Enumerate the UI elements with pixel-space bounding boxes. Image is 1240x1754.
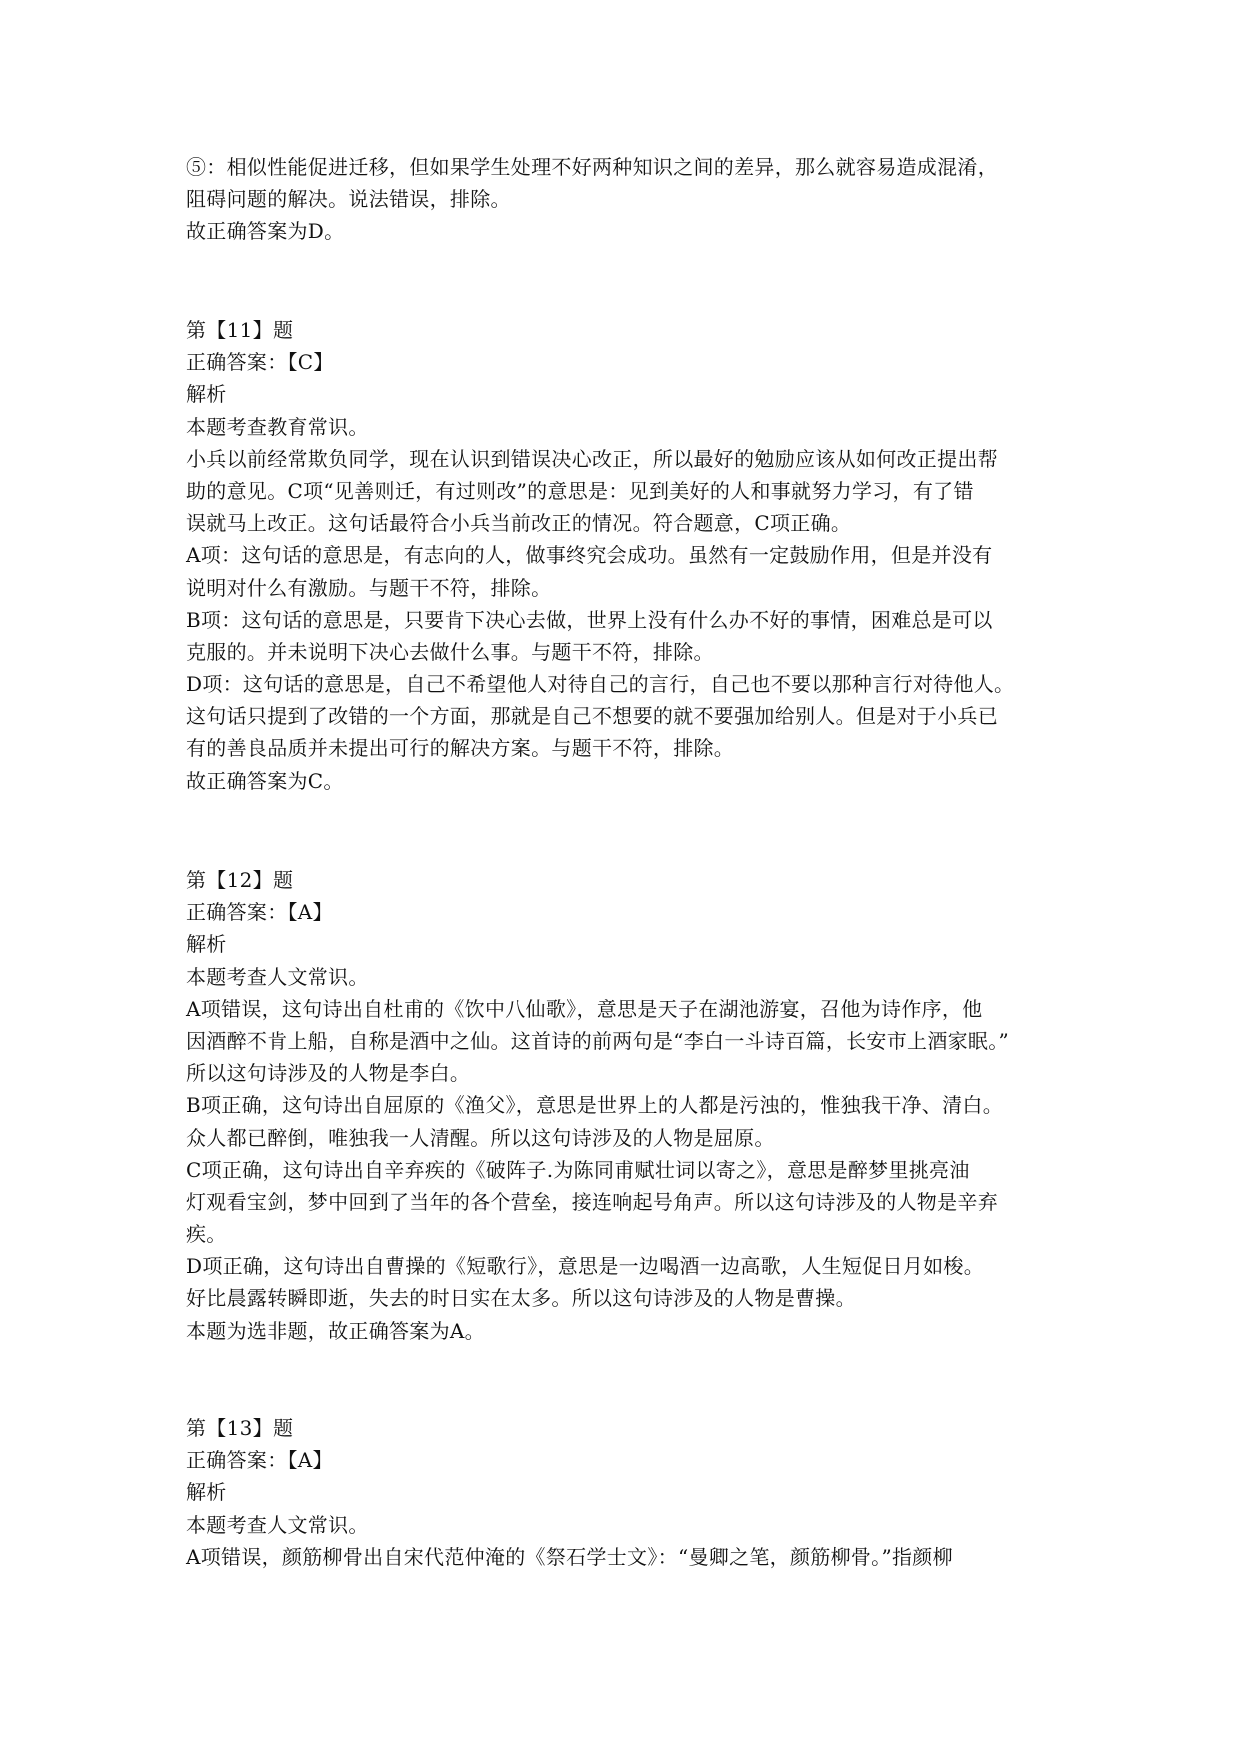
text-line: 克服的。并未说明下决心去做什么事。与题干不符，排除。 [186,639,714,664]
text-line: 众人都已醉倒，唯独我一人清醒。所以这句诗涉及的人物是屈原。 [186,1125,775,1150]
text-line: 因酒醉不肯上船，自称是酒中之仙。这首诗的前两句是“李白一斗诗百篇，长安市上酒家眠。” [186,1028,1010,1053]
text-line: 本题为选非题，故正确答案为A。 [186,1318,485,1343]
text-line: 本题考查人文常识。 [186,1512,369,1537]
text-line: 阻碍问题的解决。说法错误，排除。 [186,187,511,212]
question-heading: 第【12】题 [186,868,294,892]
text-line: 小兵以前经常欺负同学，现在认识到错误决心改正，所以最好的勉励应该从如何改正提出帮 [186,446,998,471]
text-line: D项：这句话的意思是，自己不希望他人对待自己的言行，自己也不要以那种言行对待他人。 [186,672,1015,697]
text-line: A项错误，这句诗出自杜甫的《饮中八仙歌》，意思是天子在湖池游宴，召他为诗作序，他 [186,996,983,1021]
text-line: B项正确，这句诗出自屈原的《渔父》，意思是世界上的人都是污浊的，惟独我干净、清白。 [186,1093,1003,1118]
text-line: 解析 [186,932,227,957]
text-line: 好比晨露转瞬即逝，失去的时日实在太多。所以这句诗涉及的人物是曹操。 [186,1286,856,1311]
question-12 [186,864,1056,1347]
text-line: 正确答案：【A】 [186,1448,333,1473]
question-13 [186,1412,1056,1573]
text-line: 说明对什么有激励。与题干不符，排除。 [186,575,552,600]
text-line: 所以这句诗涉及的人物是李白。 [186,1061,471,1086]
text-line: A项：这句话的意思是，有志向的人，做事终究会成功。虽然有一定鼓励作用，但是并没有 [186,543,993,568]
text-line: C项正确，这句诗出自辛弃疾的《破阵子.为陈同甫赋壮词以寄之》，意思是醉梦里挑亮油 [186,1157,970,1182]
text-line: 解析 [186,1480,227,1505]
text-line: ⑤：相似性能促进迁移，但如果学生处理不好两种知识之间的差异，那么就容易造成混淆， [186,155,998,179]
text-line: 疾。 [186,1222,227,1247]
text-line: 正确答案：【A】 [186,900,333,925]
text-line: 本题考查人文常识。 [186,964,369,989]
question-11 [186,314,1056,797]
text-line: 本题考查教育常识。 [186,414,369,439]
question-heading: 第【13】题 [186,1416,294,1440]
text-line: 故正确答案为C。 [186,768,344,793]
text-line: 这句话只提到了改错的一个方面，那就是自己不想要的就不要强加给别人。但是对于小兵已 [186,704,998,729]
text-line: 故正确答案为D。 [186,219,345,244]
answer-10-tail [186,151,1056,248]
question-heading: 第【11】题 [186,318,294,342]
text-line: D项正确，这句诗出自曹操的《短歌行》，意思是一边喝酒一边高歌，人生短促日月如梭。 [186,1254,985,1279]
text-line: 解析 [186,382,227,407]
text-line: B项：这句话的意思是，只要肯下决心去做，世界上没有什么办不好的事情，困难总是可以 [186,607,993,632]
text-line: A项错误，颜筋柳骨出自宋代范仲淹的《祭石学士文》：“曼卿之笔，颜筋柳骨。”指颜柳 [186,1544,953,1569]
text-line: 助的意见。C项“见善则迁，有过则改”的意思是：见到美好的人和事就努力学习，有了错 [186,478,974,503]
text-line: 正确答案：【C】 [186,350,334,375]
text-line: 有的善良品质并未提出可行的解决方案。与题干不符，排除。 [186,736,735,761]
text-line: 误就马上改正。这句话最符合小兵当前改正的情况。符合题意，C项正确。 [186,511,852,536]
text-line: 灯观看宝剑，梦中回到了当年的各个营垒，接连响起号角声。所以这句诗涉及的人物是辛弃 [186,1189,998,1214]
